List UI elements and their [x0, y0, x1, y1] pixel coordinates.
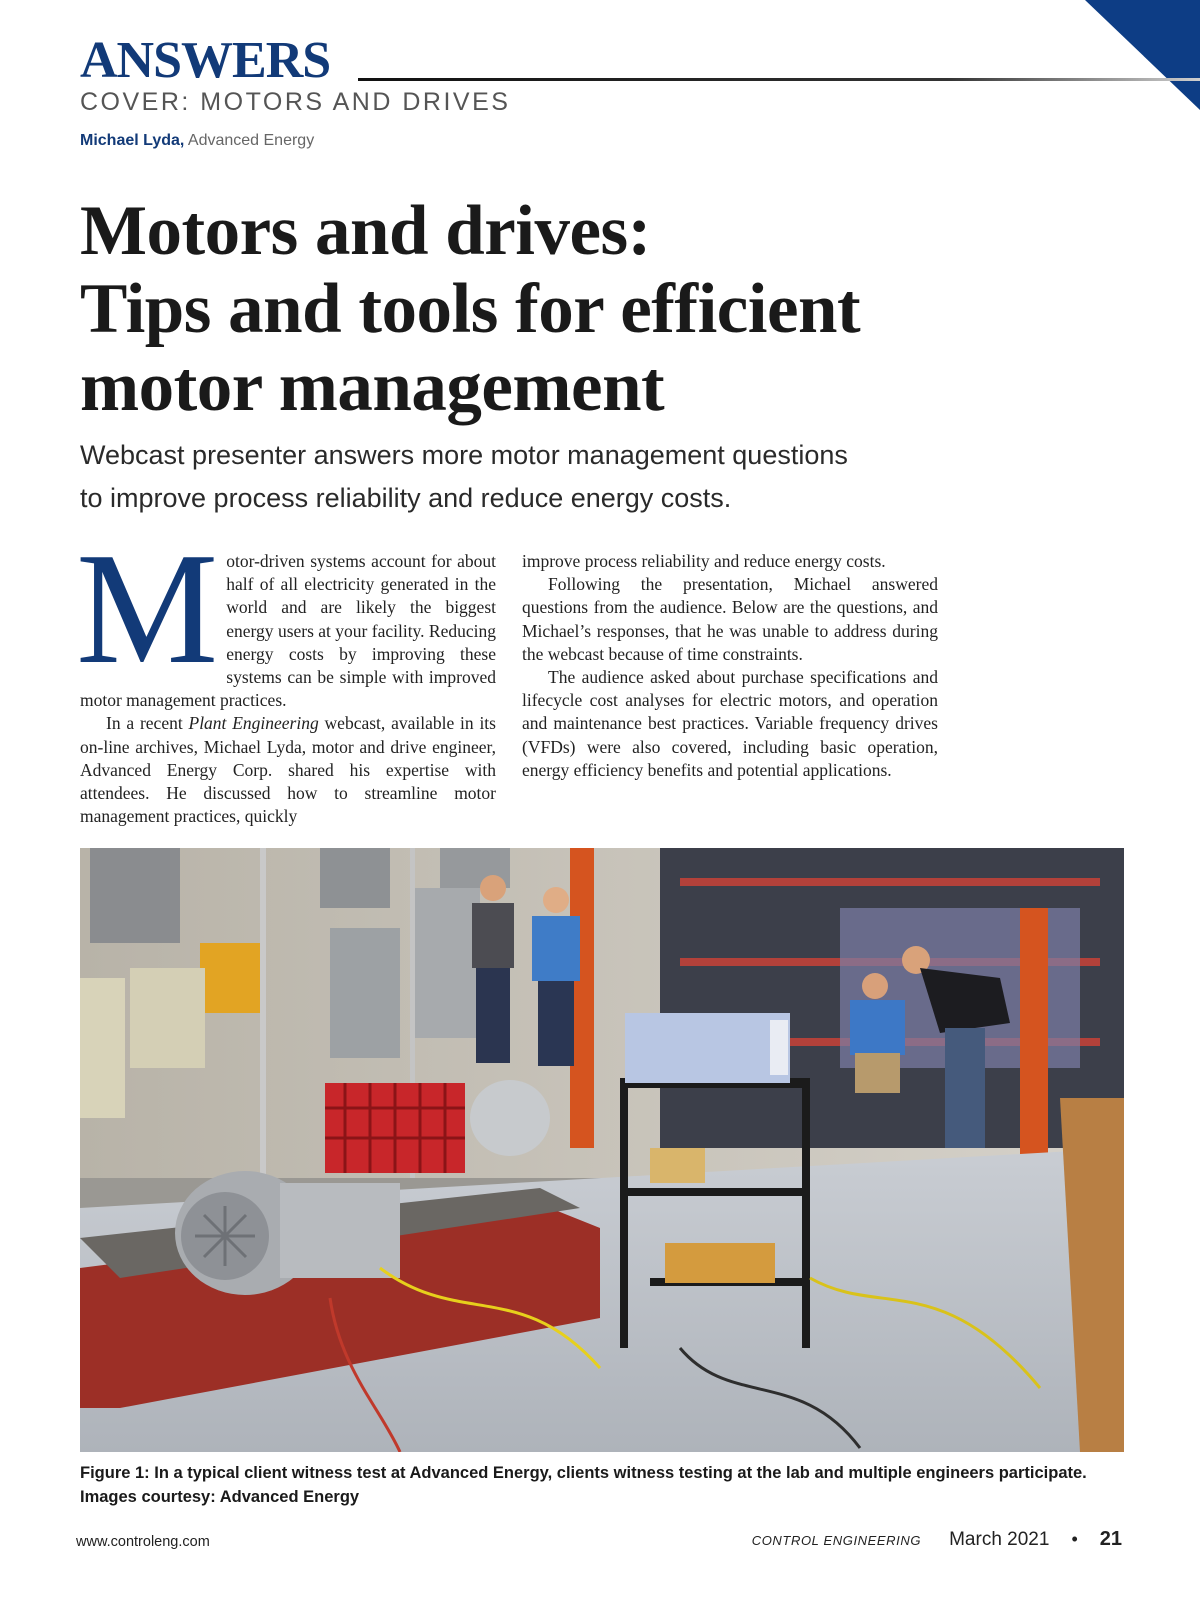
paragraph-2-start: In a recent	[106, 713, 189, 734]
paragraph-2	[80, 712, 496, 828]
figure-caption: Figure 1: In a typical client witness test at Advanced Energy, clients witness testing at the lab and multiple engineers participate. Images courtesy: Advanced Energy	[80, 1464, 1087, 1506]
headline-line-2: Tips and tools for efficient	[80, 270, 861, 348]
answers-label: ANSWERS	[80, 32, 331, 89]
deck-line-1: Webcast presenter answers more motor management questions	[80, 440, 848, 470]
author-organization: Advanced Energy	[187, 132, 315, 149]
footer-magazine: CONTROL ENGINEERING	[751, 1533, 922, 1548]
footer-bullet: •	[1071, 1529, 1078, 1549]
author-name: Michael Lyda,	[80, 132, 185, 149]
paragraph-2-text: webcast, available in its on-line archives, Michael Lyda, motor and drive engineer, Advanced Energy Corp. shared his expertise with attendees. He discussed how to streamline motor management practices, quickly	[80, 713, 496, 827]
header-rule	[358, 78, 1200, 81]
page-number: 21	[1099, 1528, 1122, 1550]
lab-photo-illustration	[80, 848, 1124, 1452]
footer-website[interactable]: www.controleng.com	[76, 1534, 210, 1550]
section-header	[80, 32, 1120, 116]
body-column-right	[522, 550, 938, 782]
publication-name: Plant Engineering	[188, 713, 319, 734]
deck-line-2: to improve process reliability and reduce energy costs.	[80, 483, 732, 513]
deck	[80, 434, 1080, 520]
body-column-left	[76, 519, 496, 828]
paragraph-2-continued: improve process reliability and reduce energy costs.	[522, 551, 886, 571]
headline-line-3: motor management	[80, 348, 665, 426]
drop-cap: M	[76, 519, 219, 697]
section-title: COVER: MOTORS AND DRIVES	[80, 88, 511, 116]
lab-photo	[80, 848, 1124, 1452]
paragraph-3: Following the presentation, Michael answered questions from the audience. Below are the questions, and Michael’s responses, that he was unable to address during the webcast because of time constraints.	[522, 574, 938, 664]
byline	[80, 132, 314, 150]
paragraph-1-text: otor-driven systems account for about half of all electricity generated in the world and are likely the biggest energy users at your facility. Reducing energy costs by improving these systems can be simple with improved motor management practices.	[80, 551, 496, 711]
footer-info	[752, 1528, 1122, 1558]
headline	[80, 192, 1120, 426]
footer-date: March 2021	[949, 1529, 1050, 1550]
paragraph-1	[76, 519, 496, 712]
paragraph-4: The audience asked about purchase specifications and lifecycle cost analyses for electric motors, and operation and maintenance best practices. Variable frequency drives (VFDs) were also covered, including basic operation, energy efficiency benefits and potential applications.	[522, 667, 938, 780]
headline-line-1: Motors and drives:	[80, 192, 651, 270]
